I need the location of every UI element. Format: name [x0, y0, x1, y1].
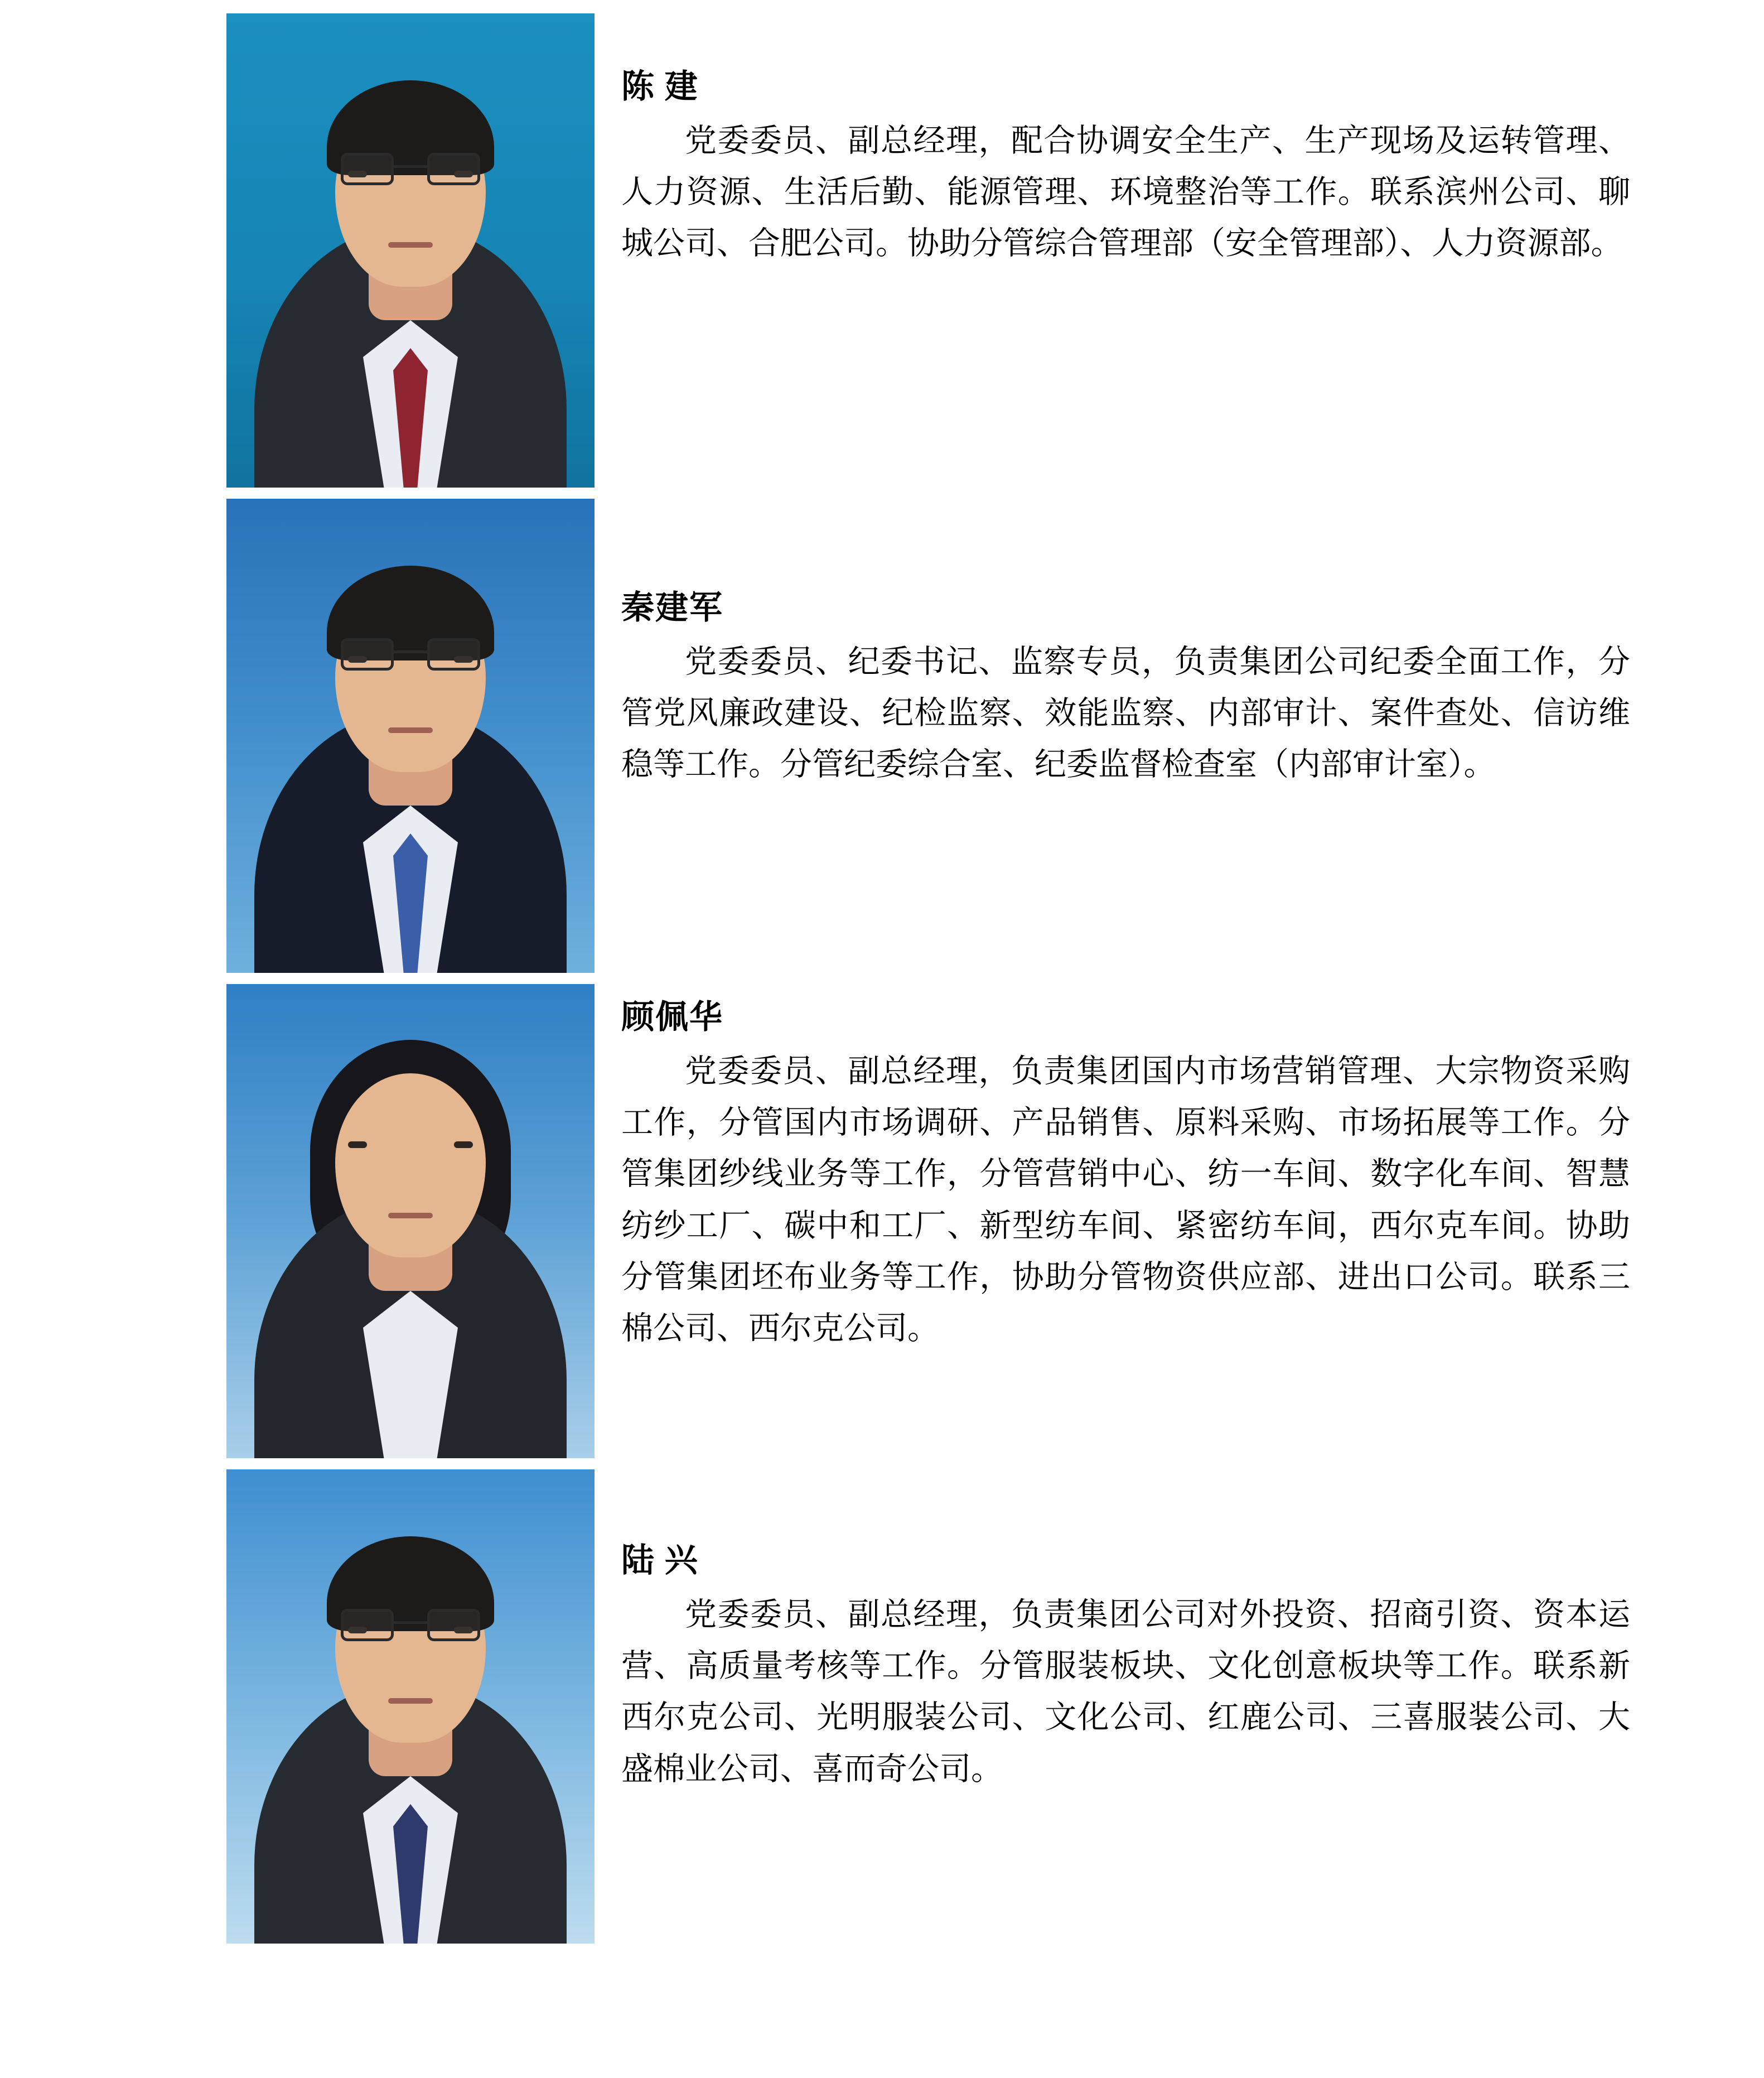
profile-entry: [0, 1469, 1764, 1944]
profile-text: [595, 1469, 1630, 1795]
profile-photo: [226, 984, 595, 1458]
profile-photo-wrapper: [226, 984, 595, 1458]
photo-mouth: [388, 727, 433, 733]
photo-mouth: [388, 1698, 433, 1704]
profile-photo-wrapper: [226, 499, 595, 973]
profile-text: [595, 499, 1630, 791]
profile-name: 顾佩华: [621, 999, 724, 1035]
profile-entry: [0, 13, 1764, 488]
profile-entry: [0, 499, 1764, 973]
profile-text: [595, 13, 1630, 270]
photo-mouth: [388, 1213, 433, 1218]
profile-description: 党委委员、副总经理，负责集团公司对外投资、招商引资、资本运营、高质量考核等工作。分管服装板块、文化创意板块等工作。联系新西尔克公司、光明服装公司、文化公司、红鹿公司、三喜服装公司、大盛棉业公司、喜而奇公司。: [621, 1597, 1630, 1787]
profile-description: 党委委员、副总经理，负责集团国内市场营销管理、大宗物资采购工作，分管国内市场调研、产品销售、原料采购、市场拓展等工作。分管集团纱线业务等工作，分管营销中心、纺一车间、数字化车间、智慧纺纱工厂、碳中和工厂、新型纺车间、紧密纺车间，西尔克车间。协助分管集团坯布业务等工作，协助分管物资供应部、进出口公司。联系三棉公司、西尔克公司。: [621, 1053, 1630, 1347]
glasses-icon: [341, 1609, 480, 1642]
profile-photo: [226, 13, 595, 488]
photo-head: [335, 1073, 486, 1257]
profile-photo-wrapper: [226, 1469, 595, 1944]
profile-description: 党委委员、纪委书记、监察专员，负责集团公司纪委全面工作，分管党风廉政建设、纪检监察、效能监察、内部审计、案件查处、信访维稳等工作。分管纪委综合室、纪委监督检查室（内部审计室）。: [621, 644, 1630, 783]
profile-name: 陆 兴: [621, 1542, 699, 1579]
photo-eye-left: [348, 1141, 367, 1148]
profile-text: [595, 984, 1630, 1355]
profile-photo: [226, 1469, 595, 1944]
profile-photo: [226, 499, 595, 973]
glasses-icon: [341, 153, 480, 186]
profile-entry: [0, 984, 1764, 1458]
photo-mouth: [388, 242, 433, 248]
profile-name: 秦建军: [621, 589, 724, 626]
profile-name: 陈 建: [621, 68, 699, 105]
photo-eye-right: [454, 1141, 473, 1148]
glasses-icon: [341, 638, 480, 672]
profile-description: 党委委员、副总经理，配合协调安全生产、生产现场及运转管理、人力资源、生活后勤、能源管理、环境整治等工作。联系滨州公司、聊城公司、合肥公司。协助分管综合管理部（安全管理部）、人力资源部。: [621, 123, 1630, 262]
profile-photo-wrapper: [226, 13, 595, 488]
